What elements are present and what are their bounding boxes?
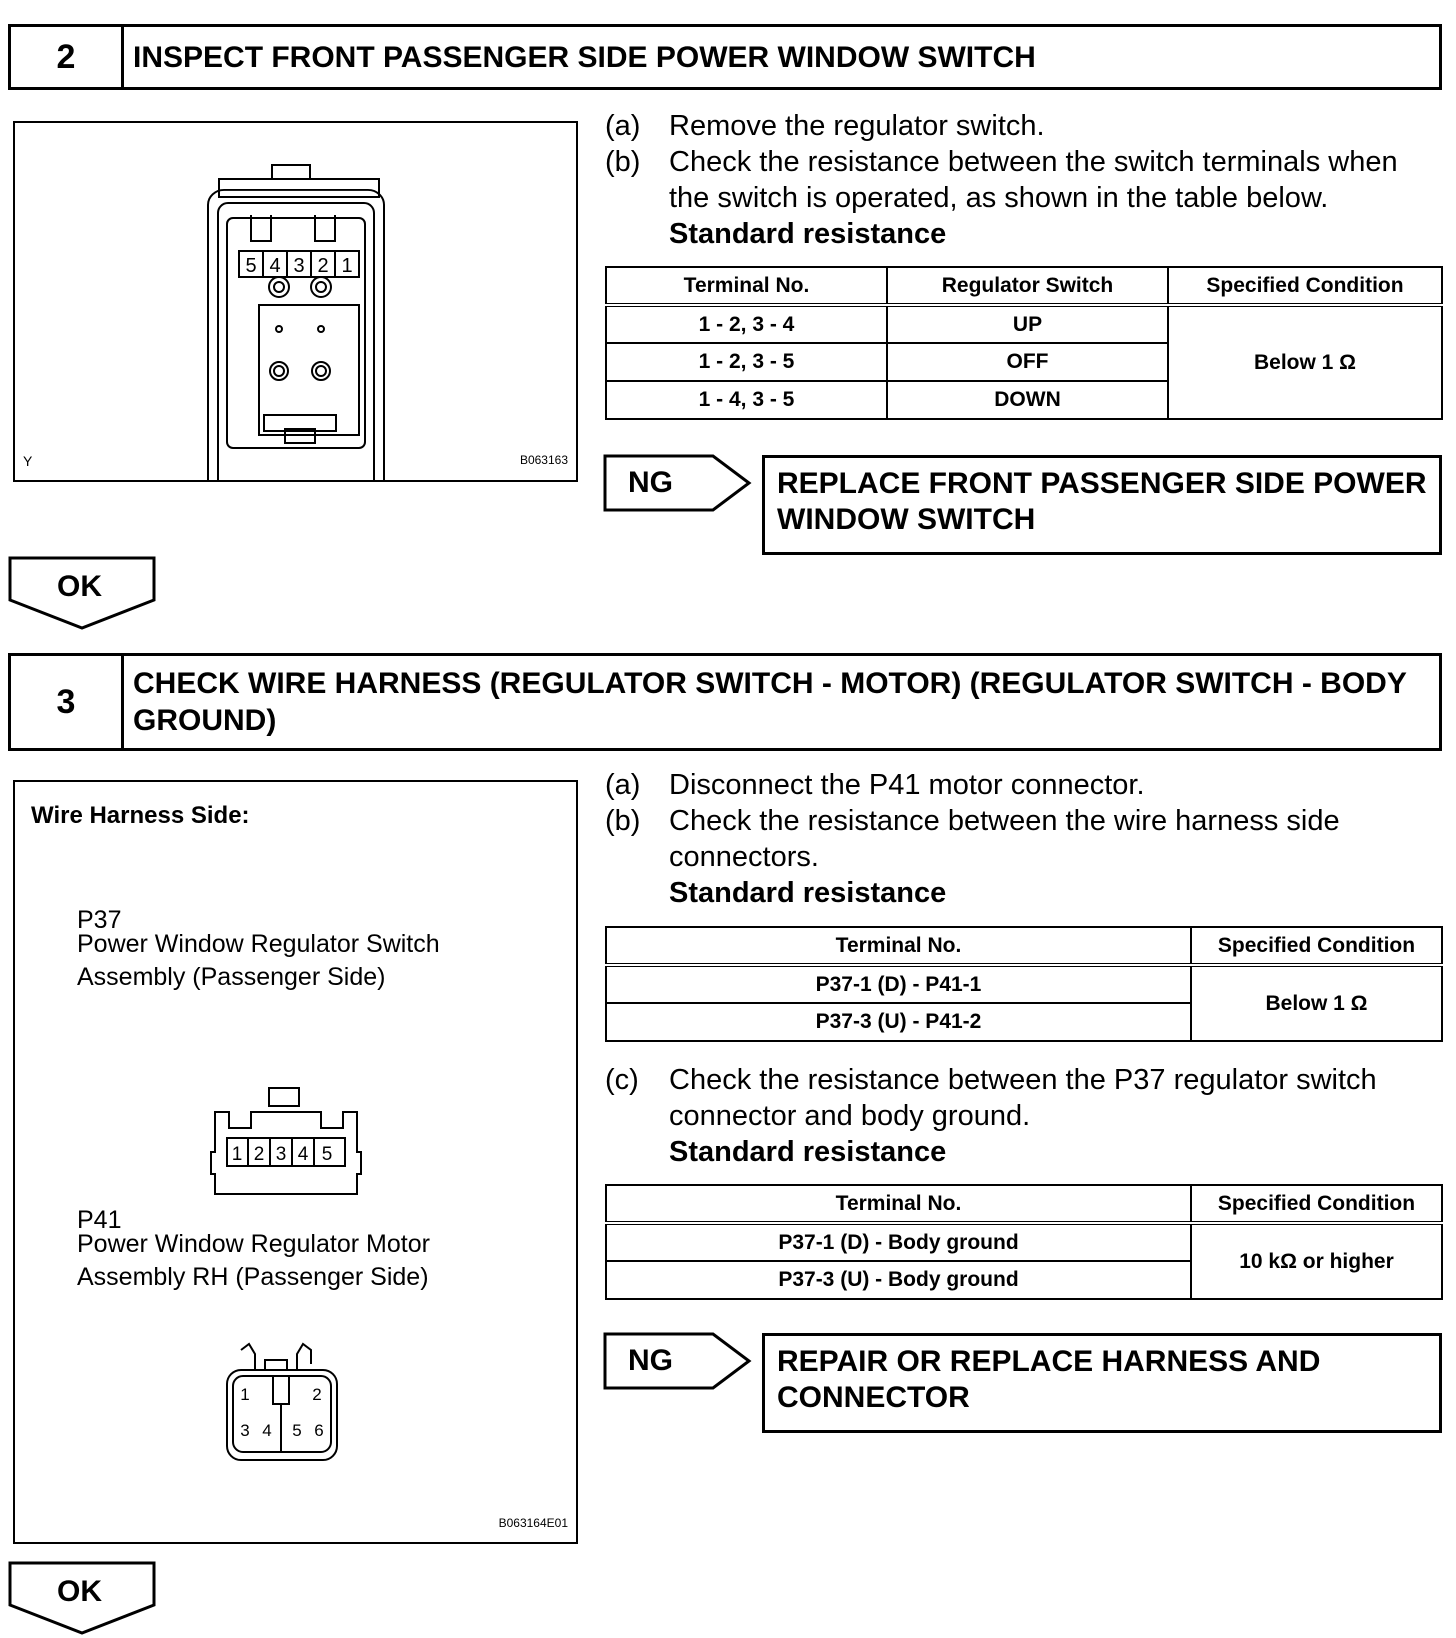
regulator-switch-connector-diagram bbox=[15, 123, 576, 480]
p41-code: P41 bbox=[77, 1206, 122, 1234]
p41-pin: 4 bbox=[262, 1421, 272, 1440]
p41-pin: 2 bbox=[312, 1385, 322, 1404]
switch-pin-3: 3 bbox=[293, 255, 305, 277]
instruction-a bbox=[605, 108, 1445, 144]
standard-resistance-label: Standard resistance bbox=[669, 218, 947, 250]
step-3-header bbox=[8, 653, 1442, 751]
step-2-instructions bbox=[605, 108, 1445, 252]
condition-cell: Below 1 Ω bbox=[1168, 305, 1442, 419]
terminal-cell: P37-3 (U) - Body ground bbox=[606, 1261, 1191, 1299]
step-2-number: 2 bbox=[11, 27, 124, 87]
terminal-cell: 1 - 4, 3 - 5 bbox=[606, 381, 887, 419]
p37-connector-diagram bbox=[15, 1082, 576, 1202]
p41-pin: 1 bbox=[240, 1385, 250, 1404]
instruction-c bbox=[605, 1062, 1445, 1134]
p37-pin: 1 bbox=[231, 1144, 243, 1165]
instruction-text: Remove the regulator switch. bbox=[669, 110, 1045, 142]
instruction-b bbox=[605, 803, 1445, 875]
condition-cell: Below 1 Ω bbox=[1191, 965, 1442, 1041]
standard-resistance-label: Standard resistance bbox=[669, 1136, 947, 1168]
step-2-ng-label: NG bbox=[628, 466, 673, 499]
switch-cell: DOWN bbox=[887, 381, 1168, 419]
condition-cell: 10 kΩ or higher bbox=[1191, 1223, 1442, 1299]
instruction-text: Check the resistance between the P37 regulator switch connector and body ground. bbox=[669, 1064, 1377, 1132]
switch-pin-2: 2 bbox=[317, 255, 329, 277]
figure-code: B063163 bbox=[519, 453, 568, 467]
terminal-cell: 1 - 2, 3 - 5 bbox=[606, 343, 887, 381]
instruction-b bbox=[605, 144, 1445, 216]
step-3-ng-label: NG bbox=[628, 1344, 673, 1377]
instruction-label: (b) bbox=[605, 146, 641, 178]
terminal-cell: P37-3 (U) - P41-2 bbox=[606, 1003, 1191, 1041]
instruction-text: Check the resistance between the switch terminals when the switch is operated, as shown in the table below. bbox=[669, 146, 1398, 214]
step-2-ng-result: REPLACE FRONT PASSENGER SIDE POWER WINDOW SWITCH bbox=[762, 455, 1442, 555]
col-specified-condition: Specified Condition bbox=[1191, 1185, 1442, 1223]
step-2-title: INSPECT FRONT PASSENGER SIDE POWER WINDOW SWITCH bbox=[133, 40, 1036, 74]
instruction-label: (c) bbox=[605, 1064, 639, 1096]
step-2-header bbox=[8, 24, 1442, 90]
instruction-text: Disconnect the P41 motor connector. bbox=[669, 769, 1145, 801]
step-3-number: 3 bbox=[11, 656, 124, 748]
terminal-cell: P37-1 (D) - P41-1 bbox=[606, 965, 1191, 1003]
step-3-instructions bbox=[605, 767, 1445, 911]
switch-cell: UP bbox=[887, 305, 1168, 343]
p41-pin: 6 bbox=[314, 1421, 324, 1440]
step-3-instruction-c bbox=[605, 1062, 1445, 1170]
step-3-ng-arrow-icon bbox=[603, 1332, 753, 1390]
p41-pin: 3 bbox=[240, 1421, 250, 1440]
standard-resistance-label: Standard resistance bbox=[669, 877, 947, 909]
p41-pin: 5 bbox=[292, 1421, 302, 1440]
step-3-ng-result: REPAIR OR REPLACE HARNESS AND CONNECTOR bbox=[762, 1333, 1442, 1433]
instruction-a bbox=[605, 767, 1445, 803]
step-3-ok-label: OK bbox=[57, 1575, 102, 1608]
p37-pin: 3 bbox=[275, 1144, 287, 1165]
figure-code: B063164E01 bbox=[498, 1516, 568, 1530]
switch-cell: OFF bbox=[887, 343, 1168, 381]
p41-name: Power Window Regulator Motor Assembly RH (Passenger Side) bbox=[77, 1230, 430, 1291]
p37-code: P37 bbox=[77, 906, 122, 934]
step-2-resistance-table bbox=[605, 266, 1443, 420]
terminal-cell: 1 - 2, 3 - 4 bbox=[606, 305, 887, 343]
p41-connector-diagram bbox=[15, 1342, 576, 1482]
instruction-label: (a) bbox=[605, 110, 641, 142]
step-3-body-ground-table bbox=[605, 1184, 1443, 1300]
p37-pin: 4 bbox=[297, 1144, 309, 1165]
step-3-harness-table bbox=[605, 926, 1443, 1042]
instruction-text: Check the resistance between the wire harness side connectors. bbox=[669, 805, 1340, 873]
wire-harness-side-heading: Wire Harness Side: bbox=[31, 802, 250, 829]
table-row bbox=[606, 1223, 1442, 1261]
switch-pin-1: 1 bbox=[341, 255, 353, 277]
instruction-label: (a) bbox=[605, 769, 641, 801]
step-3-figure bbox=[13, 780, 578, 1544]
p37-pin: 2 bbox=[253, 1144, 265, 1165]
figure-corner-label: Y bbox=[23, 453, 33, 469]
instruction-label: (b) bbox=[605, 805, 641, 837]
step-3-title: CHECK WIRE HARNESS (REGULATOR SWITCH - MOTOR) (REGULATOR SWITCH - BODY GROUND) bbox=[133, 667, 1407, 737]
switch-pin-4: 4 bbox=[269, 255, 281, 277]
col-terminal-no: Terminal No. bbox=[606, 927, 1191, 965]
step-2-ng-arrow-icon bbox=[603, 454, 753, 512]
table-row bbox=[606, 305, 1442, 343]
p37-name: Power Window Regulator Switch Assembly (Passenger Side) bbox=[77, 930, 440, 991]
step-2-figure bbox=[13, 121, 578, 482]
switch-pin-5: 5 bbox=[245, 255, 257, 277]
col-terminal-no: Terminal No. bbox=[606, 1185, 1191, 1223]
terminal-cell: P37-1 (D) - Body ground bbox=[606, 1223, 1191, 1261]
p37-pin: 5 bbox=[321, 1144, 333, 1165]
col-specified-condition: Specified Condition bbox=[1168, 267, 1442, 305]
step-2-ok-label: OK bbox=[57, 570, 102, 603]
col-specified-condition: Specified Condition bbox=[1191, 927, 1442, 965]
col-terminal-no: Terminal No. bbox=[606, 267, 887, 305]
col-regulator-switch: Regulator Switch bbox=[887, 267, 1168, 305]
table-row bbox=[606, 965, 1442, 1003]
